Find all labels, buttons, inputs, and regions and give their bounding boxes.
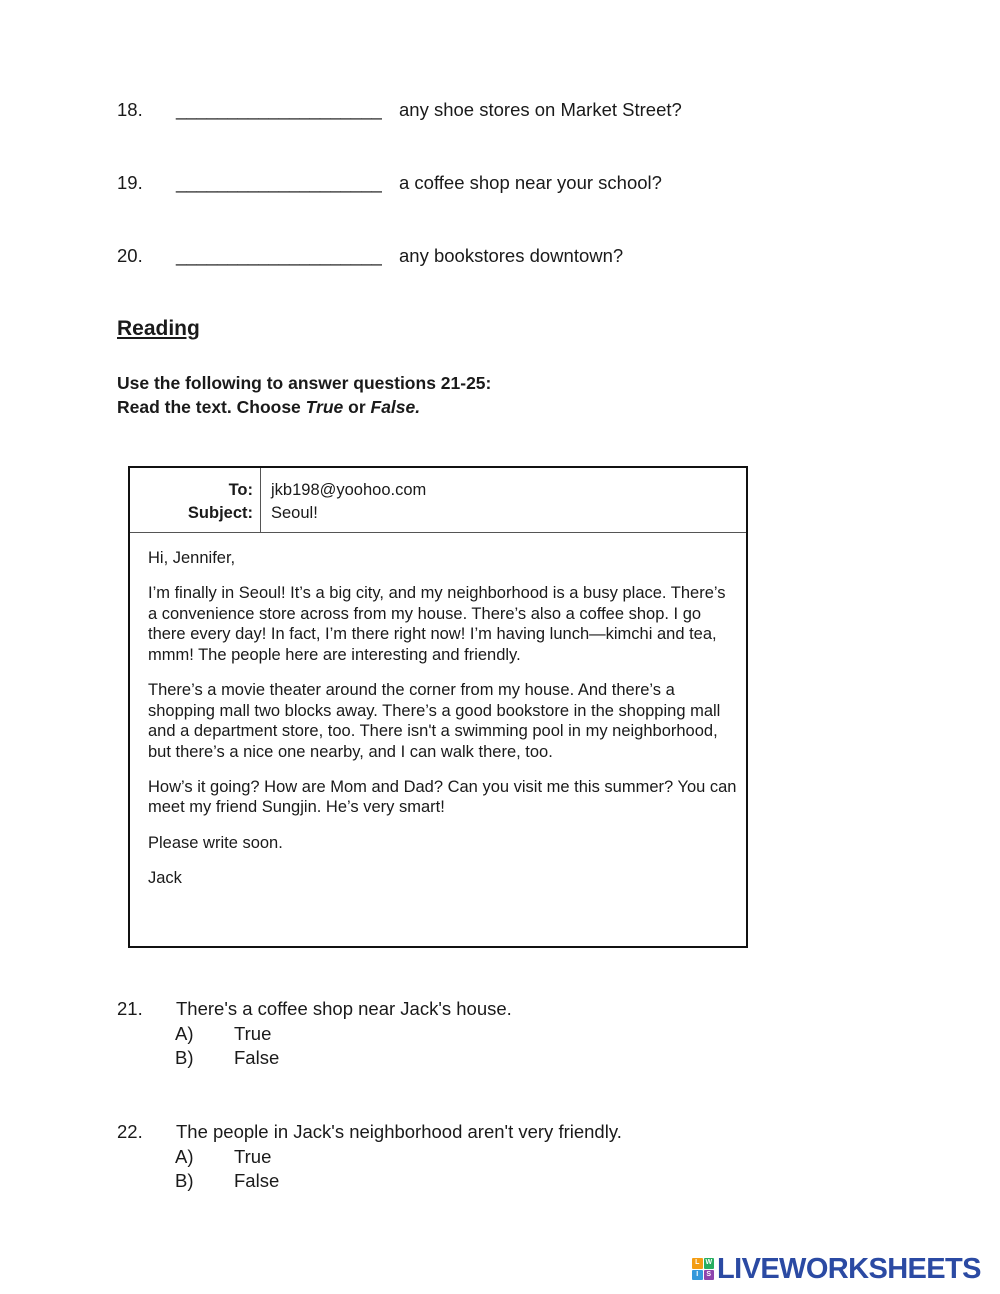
option-letter: B) — [175, 1170, 194, 1191]
to-label: To: — [228, 481, 253, 499]
email-paragraph-3: How’s it going? How are Mom and Dad? Can you visit me this summer? You can meet my friend Sungjin. He’s very smart! — [148, 777, 737, 817]
logo-text: LIVEWORKSHEETS — [717, 1252, 981, 1285]
question-text: any bookstores downtown? — [399, 245, 624, 266]
logo-tile: I — [692, 1270, 703, 1281]
logo-tile: W — [704, 1258, 715, 1269]
option-value: True — [234, 1145, 272, 1167]
email-header — [130, 468, 746, 533]
to-value: jkb198@yoohoo.com — [271, 481, 427, 499]
question-number: 21. — [117, 998, 143, 1019]
instructions-prefix: Read the text. Choose — [117, 397, 306, 417]
email-greeting: Hi, Jennifer, — [148, 549, 236, 567]
false-word: False. — [370, 397, 421, 417]
logo-grid-icon — [692, 1258, 714, 1280]
email-paragraph-2: There’s a movie theater around the corner from my house. And there’s a shopping mall two blocks away. There’s a good bookstore in the shopping mall and a department store, too. There isn't a swimming pool in my neighborhood, but there’s a nice one nearby, and I can walk there, too. — [148, 680, 721, 761]
question-text: There's a coffee shop near Jack's house. — [176, 998, 512, 1019]
email-paragraph-1: I’m finally in Seoul! It’s a big city, and my neighborhood is a busy place. There’s a convenience store across from my house. There’s also a coffee shop. I go there every day! In fact, I’m there right now! I’m having lunch—kimchi and tea, mmm! The people here are interesting and friendly. — [148, 584, 726, 664]
question-text: The people in Jack's neighborhood aren't very friendly. — [176, 1121, 622, 1142]
answer-blank[interactable]: ____________________ — [176, 245, 382, 266]
option-letter: A) — [175, 1145, 194, 1167]
true-word: True — [305, 397, 344, 417]
logo-tile: S — [704, 1270, 715, 1281]
instructions-line-1: Use the following to answer questions 21-25: — [117, 373, 492, 393]
email-header-values — [271, 479, 426, 524]
or-word: or — [343, 397, 371, 417]
question-number: 20. — [117, 245, 143, 266]
instructions — [117, 371, 491, 419]
email-header-labels — [130, 468, 261, 532]
question-text: any shoe stores on Market Street? — [399, 99, 682, 120]
question-number: 19. — [117, 172, 143, 193]
section-title: Reading — [117, 317, 200, 340]
question-text: a coffee shop near your school? — [399, 172, 662, 193]
question-number: 18. — [117, 99, 143, 120]
answer-blank[interactable]: ____________________ — [176, 99, 382, 120]
option-letter: A) — [175, 1022, 194, 1044]
email-signature: Jack — [148, 868, 182, 887]
email-body — [148, 548, 738, 903]
liveworksheets-logo — [692, 1254, 981, 1284]
question-number: 22. — [117, 1121, 143, 1142]
option-value: False — [234, 1170, 280, 1191]
option-letter: B) — [175, 1047, 194, 1068]
logo-tile: L — [692, 1258, 703, 1269]
answer-blank[interactable]: ____________________ — [176, 172, 382, 193]
instructions-line-2 — [117, 395, 491, 419]
option-value: False — [234, 1047, 280, 1068]
email-box — [128, 466, 748, 948]
subject-label: Subject: — [187, 503, 253, 522]
option-value: True — [234, 1022, 272, 1044]
email-closing: Please write soon. — [148, 833, 283, 852]
subject-value: Seoul! — [271, 503, 318, 522]
